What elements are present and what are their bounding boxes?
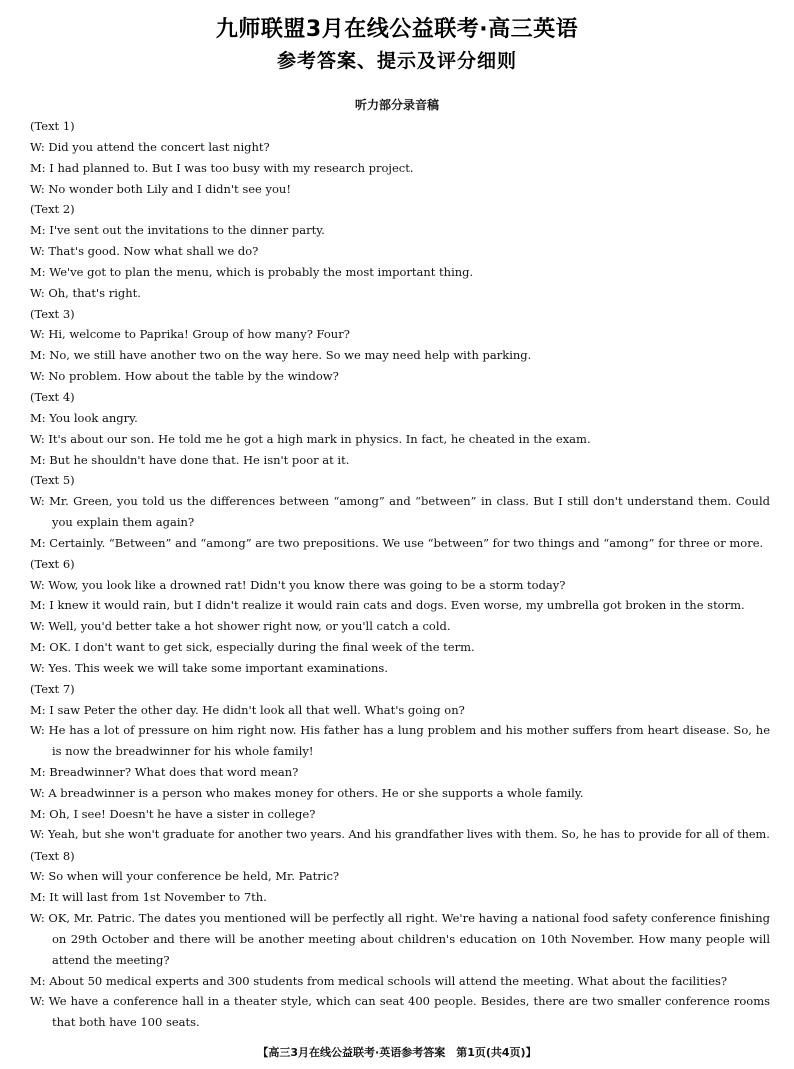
dialogue-line: M: About 50 medical experts and 300 students from medical schools will attend the meeting. What about the facilities?	[30, 973, 728, 988]
dialogue-line: W: Mr. Green, you told us the differences between “among” and “between” in class. But I still don't understand them. Could you explain them again?	[30, 494, 770, 530]
text-heading: (Text 6)	[30, 556, 75, 571]
dialogue-line: W: Oh, that's right.	[30, 285, 141, 300]
dialogue-line: W: Hi, welcome to Paprika! Group of how many? Four?	[30, 327, 350, 342]
dialogue-line: W: That's good. Now what shall we do?	[30, 244, 259, 259]
dialogue-line: M: I had planned to. But I was too busy with my research project.	[30, 160, 414, 175]
text-heading: (Text 7)	[30, 681, 75, 696]
dialogue-line: W: Well, you'd better take a hot shower right now, or you'll catch a cold.	[30, 619, 451, 634]
dialogue-line: W: He has a lot of pressure on him right now. His father has a lung problem and his mother suffers from heart disease. So, he is now the breadwinner for his whole family!	[30, 723, 770, 759]
text-heading: (Text 4)	[30, 389, 75, 404]
text-heading: (Text 8)	[30, 848, 75, 863]
dialogue-line: M: But he shouldn't have done that. He isn't poor at it.	[30, 452, 350, 467]
transcript	[30, 116, 770, 1033]
dialogue-line: W: Yes. This week we will take some important examinations.	[30, 660, 388, 675]
page-title: 九师联盟3月在线公益联考·高三英语	[215, 17, 579, 42]
section-title: 听力部分录音稿	[354, 98, 439, 112]
text-heading: (Text 1)	[30, 119, 75, 133]
dialogue-line: W: Did you attend the concert last night?	[30, 139, 270, 154]
dialogue-line: M: It will last from 1st November to 7th.	[30, 890, 267, 905]
dialogue-line: M: We've got to plan the menu, which is probably the most important thing.	[30, 264, 474, 279]
dialogue-line: M: Oh, I see! Doesn't he have a sister in college?	[30, 806, 316, 821]
dialogue-line: W: We have a conference hall in a theater style, which can seat 400 people. Besides, there are two smaller conference rooms that both have 100 seats.	[30, 994, 770, 1030]
page-subtitle: 参考答案、提示及评分细则	[276, 50, 517, 72]
dialogue-line: W: A breadwinner is a person who makes money for others. He or she supports a whole family.	[30, 786, 584, 800]
dialogue-line: M: I knew it would rain, but I didn't realize it would rain cats and dogs. Even worse, my umbrella got broken in the storm.	[30, 598, 745, 613]
dialogue-line: M: I saw Peter the other day. He didn't look all that well. What's going on?	[30, 702, 465, 717]
text-heading: (Text 2)	[30, 202, 75, 217]
text-heading: (Text 3)	[30, 306, 75, 321]
dialogue-line: W: So when will your conference be held, Mr. Patric?	[30, 869, 340, 884]
text-heading: (Text 5)	[30, 473, 75, 488]
dialogue-line: M: I've sent out the invitations to the dinner party.	[30, 223, 325, 238]
page-footer: 【高三3月在线公益联考·英语参考答案 第1页(共4页)】	[257, 1046, 537, 1059]
dialogue-line: M: Certainly. “Between” and “among” are two prepositions. We use “between” for two things and “among” for three or more.	[30, 535, 764, 550]
dialogue-line: W: It's about our son. He told me he got a high mark in physics. In fact, he cheated in the exam.	[30, 431, 591, 446]
dialogue-line: W: OK, Mr. Patric. The dates you mentioned will be perfectly all right. We're having a national food safety conference finishing on 29th October and there will be another meeting about children's education on 10th November. How many people will attend the meeting?	[30, 911, 770, 967]
dialogue-line: M: OK. I don't want to get sick, especially during the final week of the term.	[30, 640, 475, 655]
dialogue-line: W: Yeah, but she won't graduate for another two years. And his grandfather lives with them. So, he has to provide for all of them.	[30, 827, 770, 841]
dialogue-line: M: Breadwinner? What does that word mean?	[30, 765, 299, 780]
dialogue-line: M: You look angry.	[30, 410, 138, 425]
dialogue-line: W: No problem. How about the table by the window?	[30, 369, 339, 384]
dialogue-line: M: No, we still have another two on the way here. So we may need help with parking.	[30, 348, 532, 363]
dialogue-line: W: No wonder both Lily and I didn't see you!	[30, 181, 291, 196]
dialogue-line: W: Wow, you look like a drowned rat! Didn't you know there was going to be a storm today?	[30, 577, 566, 592]
